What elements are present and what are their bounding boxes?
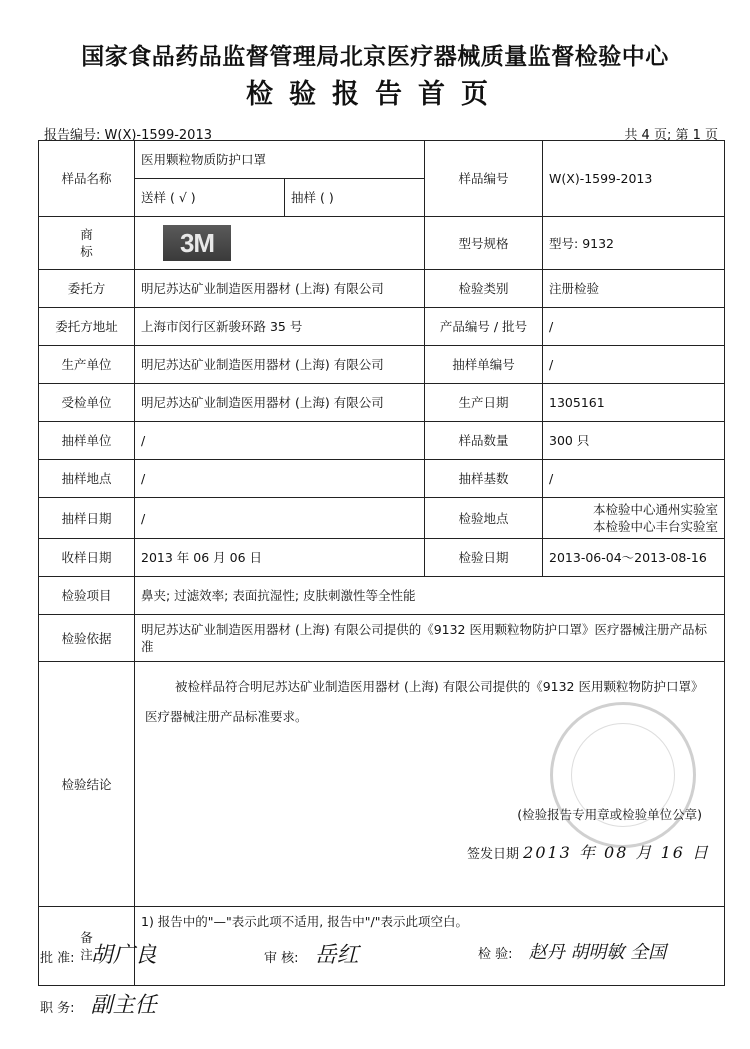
client-label: 委托方 [39,270,135,308]
issue-date-value: 2013 年 08 月 16 日 [523,843,711,862]
inspect-sign [478,938,666,964]
table-row [39,270,725,308]
review [264,938,359,969]
report-table [38,140,725,986]
issue-date [467,844,710,863]
conclusion-label: 检验结论 [39,662,135,907]
inspect-place-1: 本检验中心通州实验室 [593,502,719,517]
basis-label: 检验依据 [39,615,135,662]
prod-date-value: 1305161 [543,384,725,422]
report-number-label: 报告编号: [44,128,101,143]
sampling-no-label: 抽样单编号 [425,346,543,384]
table-row [39,460,725,498]
table-row [39,346,725,384]
manufacturer-value: 明尼苏达矿业制造医用器材 (上海) 有限公司 [135,346,425,384]
product-no-value: / [543,308,725,346]
review-label: 审 核: [264,951,299,966]
page-info: 共 4 页; 第 1 页 [624,128,718,143]
brand-logo: 3M [163,225,231,261]
table-row [39,384,725,422]
inspect-place-2: 本检验中心丰台实验室 [593,519,719,534]
items-value: 鼻夹; 过滤效率; 表面抗湿性; 皮肤刺激性等全性能 [135,577,725,615]
items-label: 检验项目 [39,577,135,615]
table-row [39,141,725,179]
prod-date-label: 生产日期 [425,384,543,422]
table-row [39,498,725,539]
table-row [39,308,725,346]
sample-no: W(X)-1599-2013 [543,141,725,217]
conclusion-area [135,662,724,906]
brand-cell [135,217,425,270]
table-row [39,217,725,270]
sampling-no-value: / [543,346,725,384]
basis-value: 明尼苏达矿业制造医用器材 (上海) 有限公司提供的《9132 医用颗粒物防护口罩》医疗器械注册产品标准 [135,615,725,662]
client-addr-value: 上海市闵行区新骏环路 35 号 [135,308,425,346]
institution-title: 国家食品药品监督管理局北京医疗器械质量监督检验中心 [81,43,669,70]
receive-date-value: 2013 年 06 月 06 日 [135,539,425,577]
table-row [39,539,725,577]
manufacturer-label: 生产单位 [39,346,135,384]
draw-sample: 抽样 ( ) [285,179,425,217]
table-row [39,662,725,907]
inspect-place-value [543,498,725,539]
client-value: 明尼苏达矿业制造医用器材 (上海) 有限公司 [135,270,425,308]
inspect-place-label: 检验地点 [425,498,543,539]
receive-date-label: 收样日期 [39,539,135,577]
report-title: 检验报告首页 [246,79,504,110]
inspect-type-label: 检验类别 [425,270,543,308]
approve-label: 批 准: [40,951,75,966]
send-sample: 送样 ( √ ) [135,179,285,217]
inspect-date-value: 2013-06-04～2013-08-16 [543,539,725,577]
conclusion-text: 被检样品符合明尼苏达矿业制造医用器材 (上海) 有限公司提供的《9132 医用颗粒物防护口罩》医疗器械注册产品标准要求。 [145,679,704,724]
sampling-place-label: 抽样地点 [39,460,135,498]
sample-qty-value: 300 只 [543,422,725,460]
inspected-unit-value: 明尼苏达矿业制造医用器材 (上海) 有限公司 [135,384,425,422]
sample-qty-label: 样品数量 [425,422,543,460]
sampling-base-value: / [543,460,725,498]
brand-label: 商 标 [39,217,135,270]
table-row [39,422,725,460]
sampling-base-label: 抽样基数 [425,460,543,498]
product-no-label: 产品编号 / 批号 [425,308,543,346]
notes-value: 1) 报告中的"—"表示此项不适用, 报告中"/"表示此项空白。 [135,907,725,986]
inspect-date-label: 检验日期 [425,539,543,577]
stamp-note: (检验报告专用章或检验单位公章) [517,807,703,822]
notes-label-1: 备 [80,930,93,945]
inspect-label: 检 验: [478,947,513,962]
sample-no-label: 样品编号 [425,141,543,217]
sample-name: 医用颗粒物质防护口罩 [135,141,425,179]
approve-signature: 胡广良 [90,943,157,968]
model-value: 型号: 9132 [543,217,725,270]
sampling-date-label: 抽样日期 [39,498,135,539]
client-addr-label: 委托方地址 [39,308,135,346]
signature-row-1 [40,938,157,969]
issue-date-label: 签发日期 [466,847,519,862]
inspected-unit-label: 受检单位 [39,384,135,422]
report-number-value: W(X)-1599-2013 [104,128,212,143]
inspect-type-value: 注册检验 [543,270,725,308]
signature-row-2 [40,988,157,1019]
sampling-date-value: / [135,498,425,539]
table-row [39,577,725,615]
notes-label-2: 注 [80,947,93,962]
table-row [39,615,725,662]
inspect-signatures: 赵丹 胡明敏 全国 [528,942,667,963]
sample-name-label: 样品名称 [39,141,135,217]
sampling-unit-label: 抽样单位 [39,422,135,460]
review-signature: 岳红 [314,943,359,968]
sampling-place-value: / [135,460,425,498]
conclusion-cell [135,662,725,907]
title-label: 职 务: [40,1001,75,1016]
title-signature: 副主任 [90,993,157,1018]
model-label: 型号规格 [425,217,543,270]
sampling-unit-value: / [135,422,425,460]
